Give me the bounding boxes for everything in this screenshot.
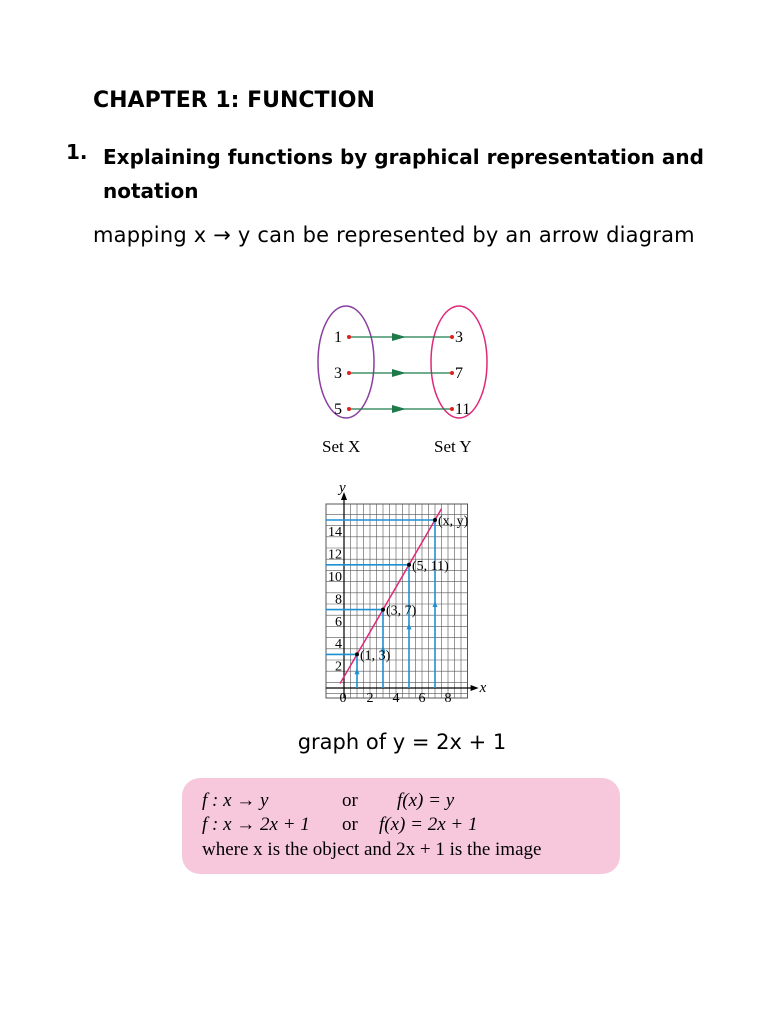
definition-line-3: where x is the object and 2x + 1 is the image — [202, 839, 542, 860]
set-x-oval — [318, 306, 374, 418]
data-point — [407, 563, 411, 567]
set-x-dot — [347, 371, 351, 375]
definition-line-2 — [202, 814, 477, 836]
function-notation-2: f(x) = 2x + 1 — [379, 814, 478, 835]
data-point — [433, 518, 437, 522]
definition-box — [182, 778, 620, 874]
function-notation: f(x) = y — [397, 790, 455, 811]
arrow-diagram — [300, 300, 500, 465]
y-tick-label: 14 — [328, 525, 342, 541]
data-point — [355, 652, 359, 656]
or-word-2: or — [342, 814, 358, 835]
set-y-dot — [450, 407, 454, 411]
x-axis-label: x — [479, 680, 487, 696]
x-tick-label: 4 — [392, 691, 400, 702]
set-y-label — [434, 437, 472, 456]
chapter-title: CHAPTER 1: FUNCTION — [93, 88, 375, 113]
set-x-value: 3 — [334, 365, 342, 382]
set-x-value: 5 — [334, 401, 342, 418]
arrow-head — [392, 333, 406, 341]
set-y-value: 7 — [455, 365, 463, 382]
graph-caption: graph of y = 2x + 1 — [297, 730, 507, 754]
x-tick-label: 0 — [339, 691, 347, 702]
x-tick-label: 8 — [444, 691, 452, 702]
y-axis-label: y — [339, 482, 346, 496]
mapping-notation: f : x → y — [202, 790, 269, 811]
set-y-value: 11 — [455, 401, 471, 418]
x-axis-arrow — [471, 685, 479, 691]
line-graph — [316, 482, 491, 702]
set-x-dot — [347, 407, 351, 411]
intro-text: mapping x → y can be represented by an arrow diagram — [93, 223, 695, 247]
arrow-head — [392, 369, 406, 377]
set-y-label-text: Set Y — [434, 437, 472, 456]
set-x-label-text: Set X — [322, 437, 361, 456]
y-tick-label: 6 — [335, 614, 342, 630]
set-x-label — [322, 437, 360, 456]
y-tick-label: 10 — [328, 570, 342, 585]
section-title: Explaining functions by graphical representation and notation — [103, 145, 704, 203]
set-x-dot — [347, 335, 351, 339]
set-y-dot — [450, 335, 454, 339]
point-label: (1, 3) — [360, 648, 391, 664]
arrow-head — [392, 405, 406, 413]
definition-line-1 — [202, 790, 454, 812]
point-label: (3, 7) — [386, 603, 417, 619]
function-line — [340, 509, 441, 684]
set-y-value: 3 — [455, 329, 463, 346]
x-tick-label: 2 — [366, 691, 374, 702]
grid-frame — [326, 504, 468, 698]
mapping-notation-2: f : x → 2x + 1 — [202, 814, 310, 835]
set-x-value: 1 — [334, 329, 342, 346]
or-word: or — [342, 790, 358, 811]
section-number: 1. — [66, 140, 88, 164]
y-tick-label: 12 — [328, 547, 342, 563]
y-tick-label: 2 — [335, 659, 342, 675]
y-tick-label: 8 — [335, 592, 342, 608]
y-tick-label: 4 — [335, 637, 342, 653]
data-point — [381, 608, 385, 612]
point-label: (5, 11) — [412, 558, 449, 574]
x-tick-label: 6 — [418, 691, 426, 702]
set-y-dot — [450, 371, 454, 375]
point-label: (x, y) — [438, 514, 469, 529]
